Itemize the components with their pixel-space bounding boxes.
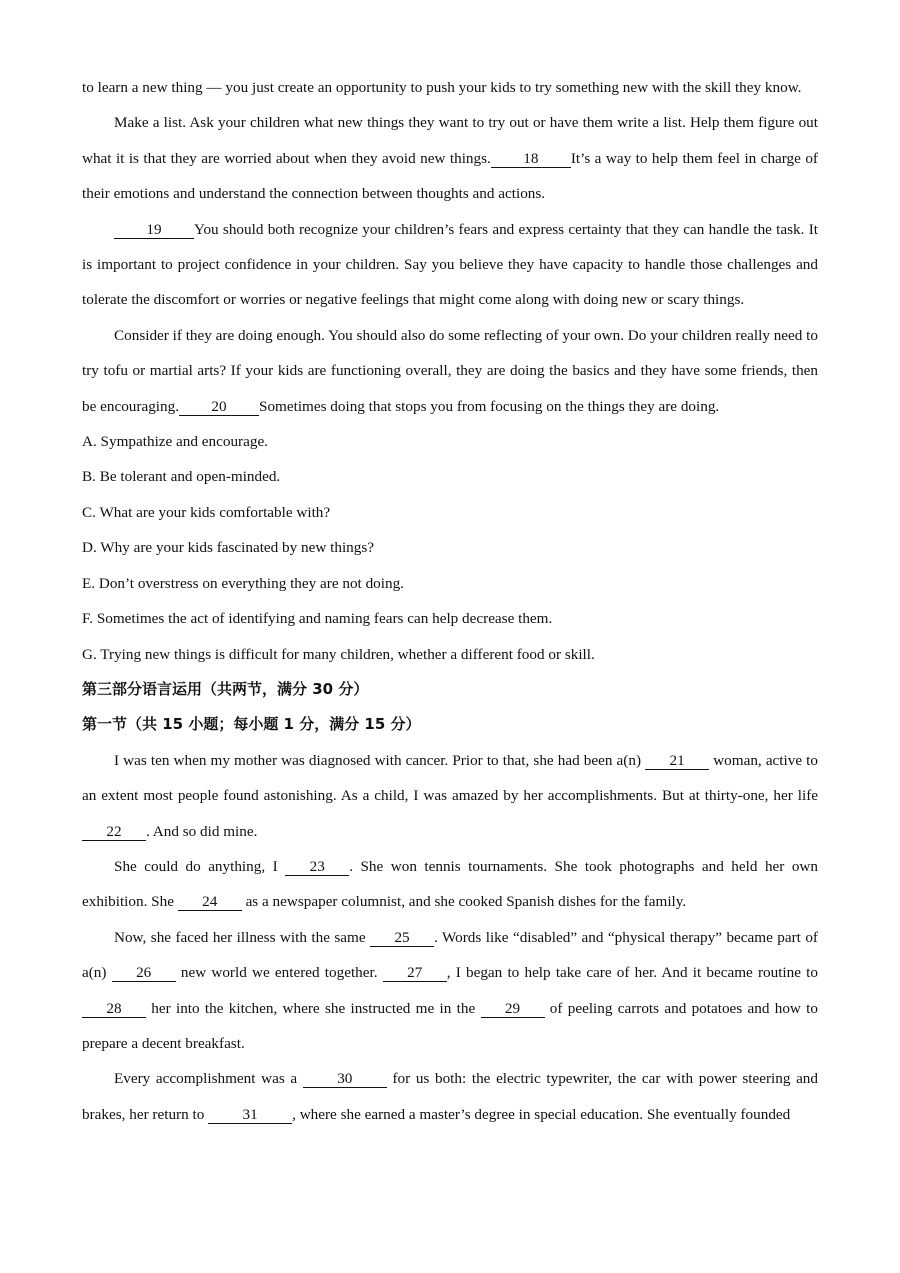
option-a: A. Sympathize and encourage.: [82, 433, 268, 451]
paragraph-text: She could do anything, I: [114, 857, 286, 875]
blank-20: 20: [179, 398, 259, 416]
option-d: D. Why are your kids fascinated by new things?: [82, 539, 375, 557]
paragraph-text: It’s a way to help them feel in charge of their emotions and understand the connection between thoughts and actions.: [82, 149, 818, 203]
paragraph-text: . She won tennis tournaments. She took photographs and held her own exhibition. She: [82, 857, 818, 911]
paragraph-fears: [82, 212, 818, 318]
section-3-heading: 第三部分语言运用（共两节，满分 30 分）: [82, 679, 369, 698]
paragraph-text: Now, she faced her illness with the same: [114, 928, 371, 946]
blank-22: 22: [82, 823, 146, 841]
paragraph-text: as a newspaper columnist, and she cooked Spanish dishes for the family.: [241, 893, 687, 911]
blank-18: 18: [491, 150, 571, 168]
paragraph-text: , I began to help take care of her. And it became routine to: [446, 964, 818, 982]
paragraph-text: . And so did mine.: [146, 822, 258, 840]
paragraph-text: woman, active to an extent most people found astonishing. As a child, I was amazed by her accomplishments. But at thirty-one, her life: [82, 751, 818, 805]
document-page: [82, 70, 818, 1132]
paragraph-consider: [82, 318, 818, 424]
paragraph-text: of peeling carrots and potatoes and how to prepare a decent breakfast.: [82, 999, 818, 1052]
blank-26: 26: [112, 964, 176, 982]
blank-24: 24: [178, 893, 242, 911]
option-c: C. What are your kids comfortable with?: [82, 503, 331, 521]
option-e: E. Don’t overstress on everything they are not doing.: [82, 574, 404, 592]
paragraph-text: You should both recognize your children’s fears and express certainty that they can handle the task. It is important to project confidence in your children. Say you believe they have capacity to handle those challenges and tolerate the discomfort or worries or negative feelings that might come along with doing new or scary things.: [82, 220, 818, 309]
paragraph-text: her into the kitchen, where she instructed me in the: [146, 999, 481, 1017]
blank-19: 19: [114, 221, 194, 239]
paragraph-text: Every accomplishment was a: [114, 1070, 303, 1088]
paragraph-continuation: to learn a new thing — you just create an opportunity to push your kids to try something new with the skill they know.: [82, 79, 802, 96]
cloze-paragraph-4: [82, 1061, 818, 1132]
cloze-paragraph-3: [82, 920, 818, 1062]
blank-31: 31: [208, 1106, 292, 1124]
paragraph-text: I was ten when my mother was diagnosed with cancer. Prior to that, she had been a(n): [114, 751, 646, 769]
paragraph-text: Consider if they are doing enough. You should also do some reflecting of your own. Do your children really need to try tofu or martial arts? If your kids are functioning overall, they are doing the basics and they have some friends, then be encouraging.: [82, 326, 818, 415]
cloze-paragraph-2: [82, 849, 818, 920]
blank-27: 27: [383, 964, 447, 982]
section-3-part-1-heading: 第一节（共 15 小题；每小题 1 分，满分 15 分）: [82, 715, 421, 734]
paragraph-text: new world we entered together.: [175, 964, 383, 982]
paragraph-make-a-list: [82, 105, 818, 211]
paragraph-text: , where she earned a master’s degree in special education. She eventually founded: [292, 1105, 791, 1123]
paragraph-text: for us both: the electric typewriter, the car with power steering and brakes, her return to: [82, 1070, 818, 1123]
blank-25: 25: [370, 929, 434, 947]
paragraph-text: Sometimes doing that stops you from focusing on the things they are doing.: [259, 397, 720, 415]
blank-29: 29: [481, 1000, 545, 1018]
blank-30: 30: [303, 1070, 387, 1088]
option-b: B. Be tolerant and open-minded.: [82, 468, 281, 486]
paragraph-text: . Words like “disabled” and “physical therapy” became part of a(n): [82, 928, 818, 982]
paragraph-text: Make a list. Ask your children what new things they want to try out or have them write a list. Help them figure out what it is that they are worried about when they avoid new things.: [82, 114, 818, 167]
cloze-paragraph-1: [82, 743, 818, 849]
blank-21: 21: [645, 752, 709, 770]
option-f: F. Sometimes the act of identifying and naming fears can help decrease them.: [82, 610, 553, 628]
option-g: G. Trying new things is difficult for many children, whether a different food or skill.: [82, 645, 595, 663]
blank-28: 28: [82, 1000, 146, 1018]
blank-23: 23: [285, 858, 349, 876]
